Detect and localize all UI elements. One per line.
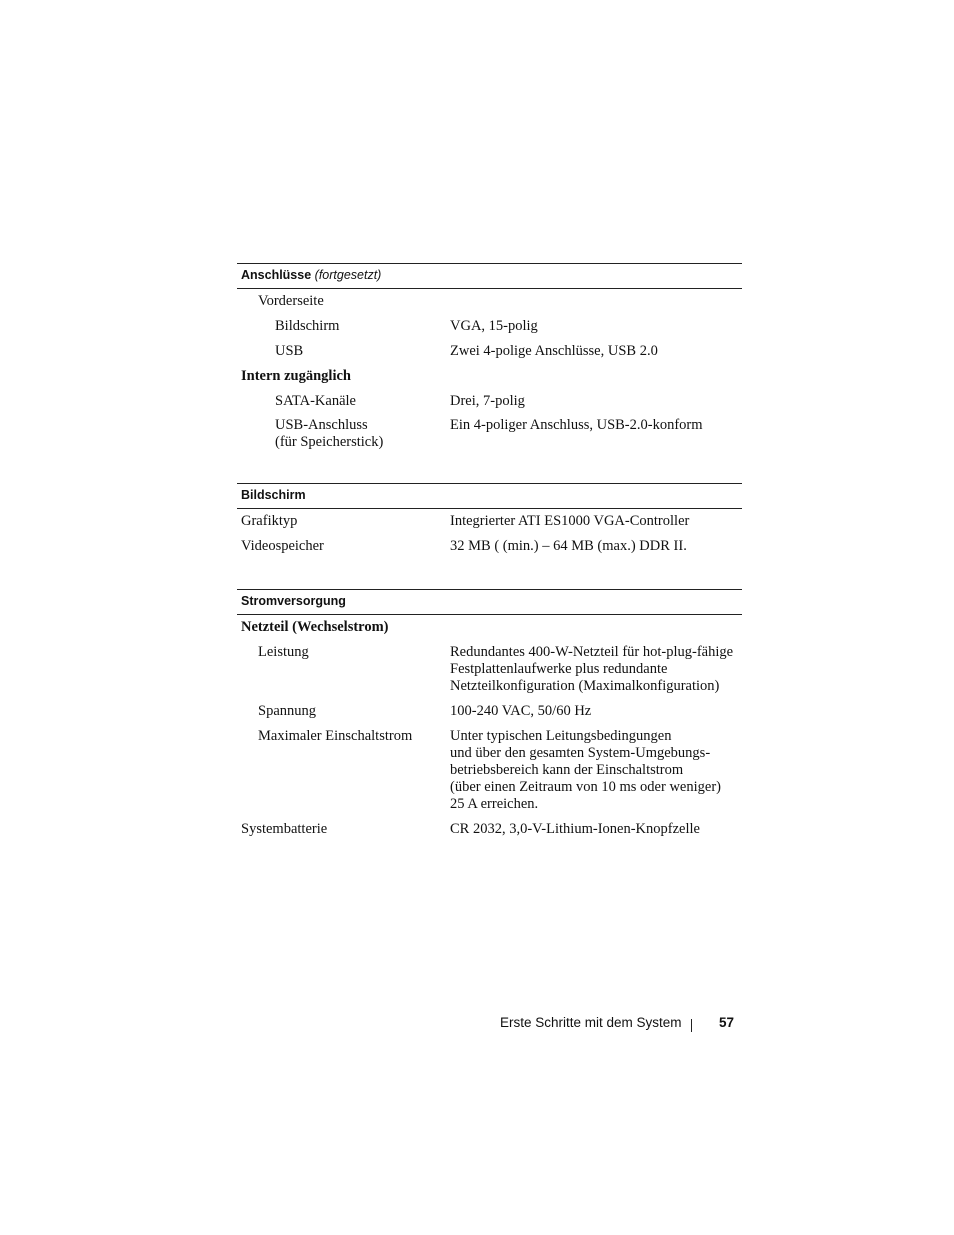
spec-row: [237, 343, 742, 368]
spec-label: Bildschirm: [275, 318, 340, 334]
spec-value: Integrierter ATI ES1000 VGA-Controller: [450, 513, 690, 529]
spec-row: [237, 513, 742, 538]
spec-value-line: Redundantes 400-W-Netzteil für hot-plug-fähige: [450, 644, 734, 660]
spec-label: USB: [275, 343, 304, 359]
spec-label: SATA-Kanäle: [275, 393, 356, 409]
section-stromversorgung: [237, 589, 742, 846]
spec-row: [237, 368, 742, 393]
spec-label-line: (für Speicherstick): [275, 434, 384, 450]
spec-label: Maximaler Einschaltstrom: [258, 728, 413, 744]
spec-row: [237, 393, 742, 417]
group-label: Intern zugänglich: [241, 368, 351, 384]
spec-value-line: und über den gesamten System-Umgebungs-: [450, 745, 711, 761]
footer-title: Erste Schritte mit dem System: [500, 1015, 682, 1030]
spec-value-line: 25 A erreichen.: [450, 796, 539, 812]
spec-value: Drei, 7-polig: [450, 393, 525, 409]
group-label: Netzteil (Wechselstrom): [241, 619, 389, 635]
spec-label: Videospeicher: [241, 538, 324, 554]
section-title: Anschlüsse: [241, 268, 312, 282]
spec-label: Spannung: [258, 703, 316, 719]
spec-row: [237, 619, 742, 644]
subgroup-label: Vorderseite: [258, 293, 324, 309]
spec-value-line: betriebsbereich kann der Einschaltstrom: [450, 762, 684, 778]
section-title: Stromversorgung: [241, 594, 346, 608]
spec-row: [237, 644, 742, 703]
spec-label: Systembatterie: [241, 821, 328, 837]
spec-row: [237, 417, 742, 457]
spec-value-line: Festplattenlaufwerke plus redundante: [450, 661, 668, 677]
spec-value: 32 MB ( (min.) – 64 MB (max.) DDR II.: [450, 538, 687, 554]
spec-row: [237, 703, 742, 728]
spec-row: [237, 538, 742, 563]
spec-value: VGA, 15-polig: [450, 318, 538, 334]
spec-row: [237, 728, 742, 821]
spec-value: CR 2032, 3,0-V-Lithium-Ionen-Knopfzelle: [450, 821, 700, 837]
spec-label: Grafiktyp: [241, 513, 298, 529]
spec-label: Leistung: [258, 644, 309, 660]
section-anschluesse: [237, 263, 742, 457]
spec-value: [450, 644, 733, 695]
spec-value: Ein 4-poliger Anschluss, USB-2.0-konform: [450, 417, 703, 433]
spec-value-line: Unter typischen Leitungsbedingungen: [450, 728, 672, 744]
spec-label-line: USB-Anschluss: [275, 417, 368, 433]
spec-label: [275, 417, 383, 451]
section-header: [237, 263, 742, 289]
section-bildschirm: [237, 483, 742, 563]
section-header: [237, 589, 742, 615]
section-title-suffix: (fortgesetzt): [314, 268, 382, 282]
spec-value: [450, 728, 721, 813]
spec-value: 100-240 VAC, 50/60 Hz: [450, 703, 592, 719]
spec-value-line: (über einen Zeitraum von 10 ms oder weniger): [450, 779, 721, 795]
footer-separator: [691, 1019, 692, 1032]
page-number: 57: [719, 1015, 735, 1030]
spec-value-line: Netzteilkonfiguration (Maximalkonfiguration): [450, 678, 720, 694]
spec-row: [237, 318, 742, 343]
spec-row: [237, 821, 742, 846]
section-header: [237, 483, 742, 509]
spec-value: Zwei 4-polige Anschlüsse, USB 2.0: [450, 343, 658, 359]
page-footer: [500, 1015, 740, 1035]
spec-row: [237, 293, 742, 318]
section-title: Bildschirm: [241, 488, 306, 502]
